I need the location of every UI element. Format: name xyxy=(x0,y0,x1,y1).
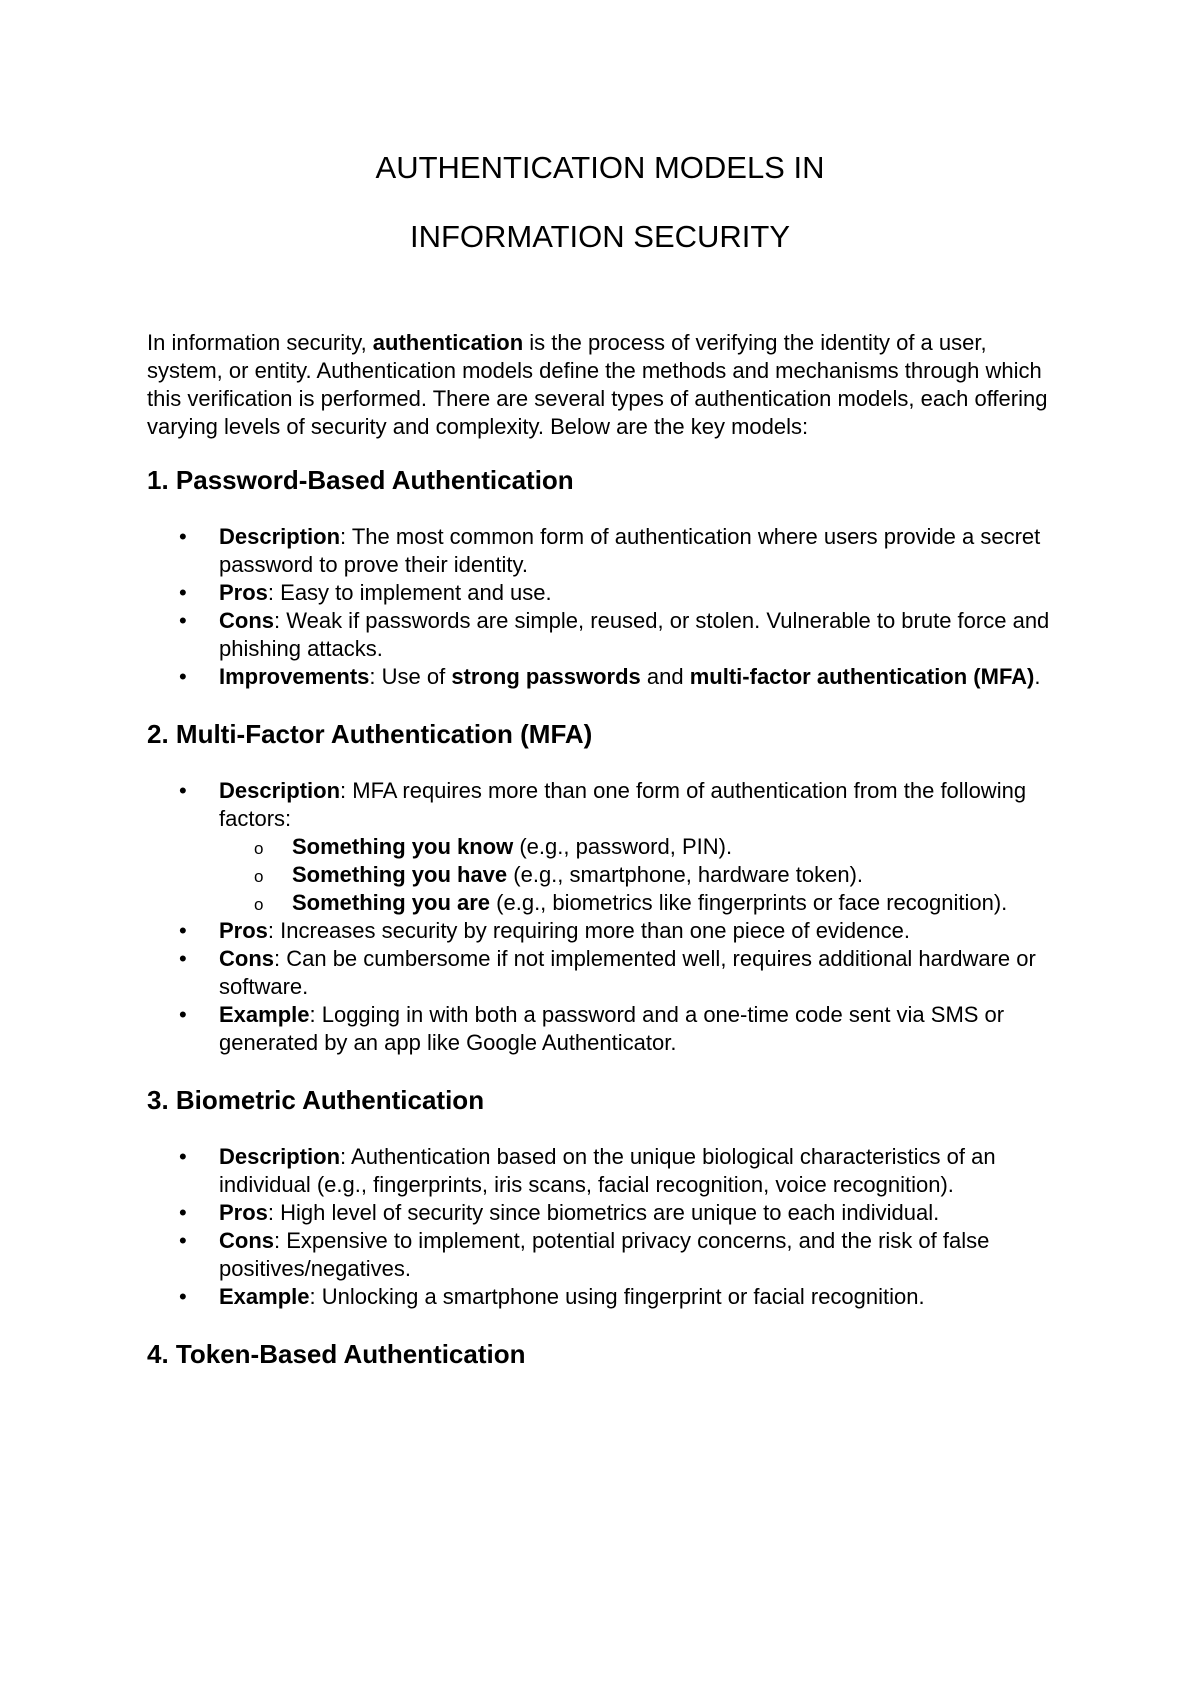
section-mfa xyxy=(147,719,1053,1057)
item-text: : Expensive to implement, potential privacy concerns, and the risk of false positives/negatives. xyxy=(219,1228,990,1281)
item-text: : The most common form of authentication where users provide a secret password to prove their identity. xyxy=(219,524,1041,577)
item-bold-phrase: strong passwords xyxy=(451,664,641,689)
sub-item-text: (e.g., biometrics like fingerprints or face recognition). xyxy=(490,890,1008,915)
section-biometric xyxy=(147,1085,1053,1311)
intro-text-rest: is the process of verifying the identity of a user, system, or entity. Authentication models define the methods and mechanisms through which this verification is performed. There are several types of authentication models, each offering varying levels of security and complexity. Below are the key models: xyxy=(147,330,1048,439)
item-label: Pros xyxy=(219,1200,268,1225)
item-label: Cons xyxy=(219,946,274,971)
item-label: Pros xyxy=(219,580,268,605)
list-item xyxy=(219,1227,1053,1283)
item-bold-phrase: multi-factor authentication (MFA) xyxy=(689,664,1035,689)
document-title-line-2: INFORMATION SECURITY xyxy=(409,219,791,254)
item-text: : MFA requires more than one form of authentication from the following factors: xyxy=(219,778,1027,831)
item-text: : Use of xyxy=(369,664,452,689)
intro-paragraph xyxy=(147,329,1053,441)
sub-item-label: Something you are xyxy=(292,890,491,915)
item-text: : Weak if passwords are simple, reused, or stolen. Vulnerable to brute force and phishing attacks. xyxy=(219,608,1050,661)
list-item xyxy=(219,777,1053,917)
item-label: Improvements xyxy=(219,664,370,689)
list-item xyxy=(219,1283,1053,1311)
section-password xyxy=(147,465,1053,691)
intro-text-start: In information security, xyxy=(147,330,373,355)
item-label: Description xyxy=(219,778,341,803)
section-heading: 4. Token-Based Authentication xyxy=(147,1339,526,1369)
item-label: Description xyxy=(219,1144,341,1169)
section-token xyxy=(147,1339,1053,1369)
intro-bold-term: authentication xyxy=(372,330,524,355)
list-item xyxy=(219,663,1053,691)
bullet-list xyxy=(147,777,1053,1057)
item-text: : High level of security since biometrics are unique to each individual. xyxy=(267,1200,940,1225)
item-label: Cons xyxy=(219,1228,274,1253)
sub-item-text: (e.g., password, PIN). xyxy=(513,834,733,859)
list-item xyxy=(219,579,1053,607)
item-label: Example xyxy=(219,1002,310,1027)
list-item xyxy=(219,1001,1053,1057)
list-item xyxy=(219,1143,1053,1199)
sub-item-label: Something you have xyxy=(292,862,508,887)
item-label: Example xyxy=(219,1284,310,1309)
bullet-list xyxy=(147,523,1053,691)
section-heading: 2. Multi-Factor Authentication (MFA) xyxy=(147,719,593,749)
sub-list-item xyxy=(292,861,1053,889)
sub-item-text: (e.g., smartphone, hardware token). xyxy=(507,862,864,887)
item-text: : Can be cumbersome if not implemented well, requires additional hardware or software. xyxy=(219,946,1036,999)
item-text: and xyxy=(640,664,690,689)
list-item xyxy=(219,523,1053,579)
list-item xyxy=(219,917,1053,945)
item-text: : Easy to implement and use. xyxy=(267,580,552,605)
item-text: : Authentication based on the unique biological characteristics of an individual (e.g., fingerprints, iris scans, facial recognition, voice recognition). xyxy=(219,1144,996,1197)
item-text: : Unlocking a smartphone using fingerprint or facial recognition. xyxy=(309,1284,925,1309)
item-label: Pros xyxy=(219,918,268,943)
document-title-line-1: AUTHENTICATION MODELS IN xyxy=(375,150,825,185)
list-item xyxy=(219,607,1053,663)
section-heading: 1. Password-Based Authentication xyxy=(147,465,574,495)
item-text: : Logging in with both a password and a one-time code sent via SMS or generated by an app like Google Authenticator. xyxy=(219,1002,1005,1055)
item-text: . xyxy=(1034,664,1041,689)
sub-list xyxy=(219,833,1053,917)
sub-list-item xyxy=(292,889,1053,917)
bullet-list xyxy=(147,1143,1053,1311)
sub-item-label: Something you know xyxy=(292,834,514,859)
item-label: Description xyxy=(219,524,341,549)
list-item xyxy=(219,1199,1053,1227)
item-label: Cons xyxy=(219,608,274,633)
item-text: : Increases security by requiring more than one piece of evidence. xyxy=(267,918,910,943)
sub-list-item xyxy=(292,833,1053,861)
section-heading: 3. Biometric Authentication xyxy=(147,1085,485,1115)
list-item xyxy=(219,945,1053,1001)
